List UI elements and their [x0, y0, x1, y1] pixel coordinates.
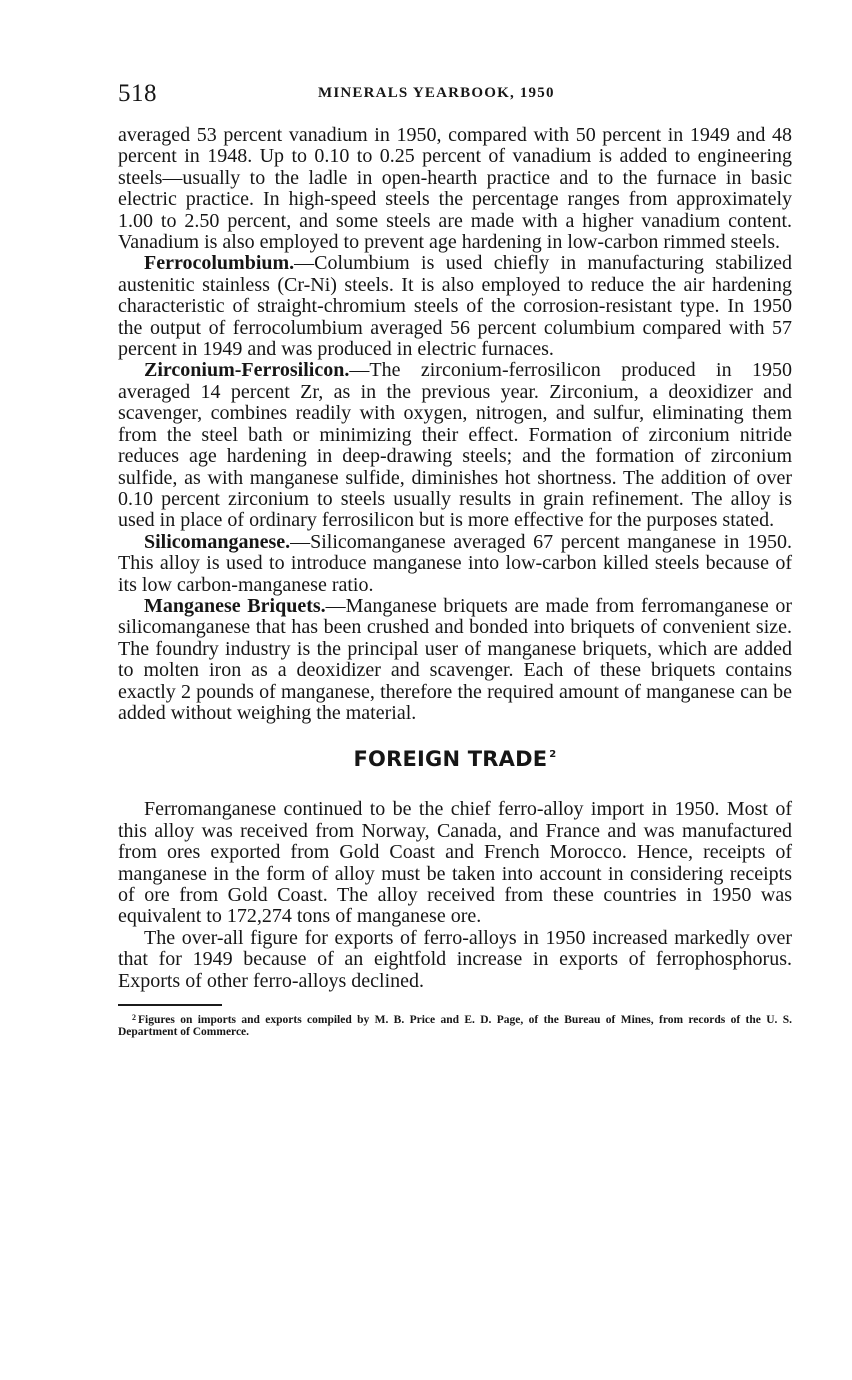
paragraph-lead: Manganese Briquets.: [144, 594, 326, 617]
paragraph-ferromanganese-imports: [118, 799, 792, 927]
page: [118, 80, 792, 1038]
paragraph-text: —Columbium is used chiefly in manufacturing stabilized austenitic stainless (Cr-Ni) steels. It is also employed to reduce the air hardening characteristic of straight-chromium steels of the corrosion-resistant type. In 1950 the output of ferrocolumbium averaged 56 percent columbium compared with 57 percent in 1949 and was produced in electric furnaces.: [118, 252, 792, 361]
footnote: [118, 1012, 792, 1038]
paragraph-lead: Zirconium-Ferrosilicon.: [144, 359, 350, 382]
running-title: MINERALS YEARBOOK, 1950: [318, 85, 555, 101]
page-number: 518: [118, 80, 157, 107]
paragraph-ferro-alloy-exports: [118, 928, 792, 992]
paragraph-manganese-briquets: [118, 596, 792, 724]
body-text: [118, 125, 792, 724]
paragraph-lead: Ferrocolumbium.: [144, 252, 295, 275]
section-heading-foreign-trade: [118, 747, 792, 771]
footnote-marker: 2: [132, 1013, 136, 1023]
paragraph-text: averaged 53 percent vanadium in 1950, compared with 50 percent in 1949 and 48 percent in 1948. Up to 0.10 to 0.25 percent of vanadium is added to engineering steels—usually to the ladle in open-hearth practice and to the furnace in basic electric practice. In high-speed steels the percentage ranges from approximately 1.00 to 2.50 percent, and some steels are made with a higher vanadium content. Vanadium is also employed to prevent age hardening in low-carbon rimmed steels.: [118, 124, 792, 254]
paragraph-text: —Silicomanganese averaged 67 percent manganese in 1950. This alloy is used to introduce manganese into low-carbon killed steels because of its low carbon-manganese ratio.: [118, 530, 792, 596]
paragraph-text: —The zirconium-ferrosilicon produced in 1950 averaged 14 percent Zr, as in the previous year. Zirconium, a deoxidizer and scavenger, combines readily with oxygen, nitrogen, and sulfur, eliminating them from the steel bath or minimizing their effect. Formation of zirconium nitride reduces age hardening in deep-drawing steels; and the formation of zirconium sulfide, as with manganese sulfide, diminishes hot shortness. The addition of over 0.10 percent zirconium to steels usually results in grain refinement. The alloy is used in place of ordinary ferrosilicon but is more effective for the purposes stated.: [118, 359, 792, 532]
foreign-trade-body: [118, 799, 792, 992]
paragraph-lead: Silicomanganese.: [144, 530, 291, 553]
paragraph-text: Ferromanganese continued to be the chief ferro-alloy import in 1950. Most of this alloy was received from Norway, Canada, and France and was manufactured from ores exported from Gold Coast and French Morocco. Hence, receipts of manganese in the form of alloy must be taken into account in considering receipts of ore from Gold Coast. The alloy received from these countries in 1950 was equivalent to 172,274 tons of manganese ore.: [118, 798, 792, 928]
paragraph-vanadium-continued: [118, 125, 792, 253]
paragraph-silicomanganese: [118, 532, 792, 596]
paragraph-ferrocolumbium: [118, 253, 792, 360]
paragraph-text: The over-all figure for exports of ferro-alloys in 1950 increased markedly over that for 1949 because of an eightfold increase in exports of ferrophosphorus. Exports of other ferro-alloys declined.: [118, 926, 792, 992]
paragraph-zirconium-ferrosilicon: [118, 360, 792, 531]
running-head: [118, 80, 792, 112]
footnote-reference: 2: [549, 749, 557, 761]
section-heading-text: FOREIGN TRADE: [353, 747, 548, 772]
footnote-divider: [118, 1004, 222, 1006]
paragraph-text: —Manganese briquets are made from ferromanganese or silicomanganese that has been crushed and bonded into briquets of convenient size. The foundry industry is the principal user of manganese briquets, which are added to molten iron as a deoxidizer and scavenger. Each of these briquets contains exactly 2 pounds of manganese, therefore the required amount of manganese can be added without weighing the material.: [118, 594, 793, 724]
footnote-text: Figures on imports and exports compiled by M. B. Price and E. D. Page, of the Bureau of Mines, from records of the U. S. Department of Commerce.: [118, 1014, 792, 1038]
